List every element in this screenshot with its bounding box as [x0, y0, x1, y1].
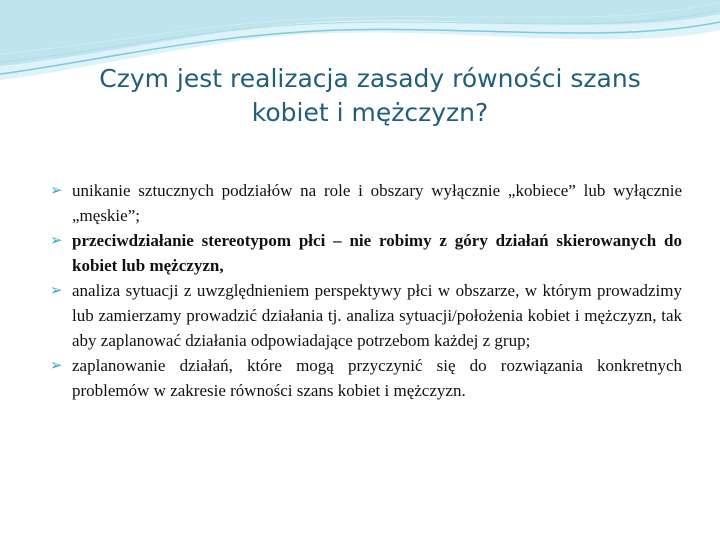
slide-title	[40, 62, 700, 130]
arrow-right-icon: ➢	[50, 231, 63, 249]
list-item	[50, 353, 682, 403]
arrow-right-icon: ➢	[50, 281, 63, 299]
slide-title-line-2: kobiet i mężczyzn?	[251, 98, 489, 127]
list-item	[50, 178, 682, 228]
bullet-list	[50, 178, 682, 403]
bullet-text: zaplanowanie działań, które mogą przyczynić się do rozwiązania konkretnych problemów w zakresie równości szans kobiet i mężczyzn.	[72, 356, 682, 400]
bullet-text: analiza sytuacji z uwzględnieniem perspektywy płci w obszarze, w którym prowadzimy lub zamierzamy prowadzić działania tj. analiza sytuacji/położenia kobiet i mężczyzn, tak aby zaplanować działania odpowiadające potrzebom każdej z grup;	[72, 281, 682, 350]
slide-title-line-1: Czym jest realizacja zasady równości szans	[99, 64, 641, 93]
list-item	[50, 228, 682, 278]
list-item	[50, 278, 682, 353]
arrow-right-icon: ➢	[50, 181, 63, 199]
bullet-text: przeciwdziałanie stereotypom płci – nie robimy z góry działań skierowanych do kobiet lub mężczyzn,	[72, 231, 682, 275]
arrow-right-icon: ➢	[50, 356, 63, 374]
bullet-text: unikanie sztucznych podziałów na role i obszary wyłącznie „kobiece” lub wyłącznie „męskie”;	[72, 181, 682, 225]
